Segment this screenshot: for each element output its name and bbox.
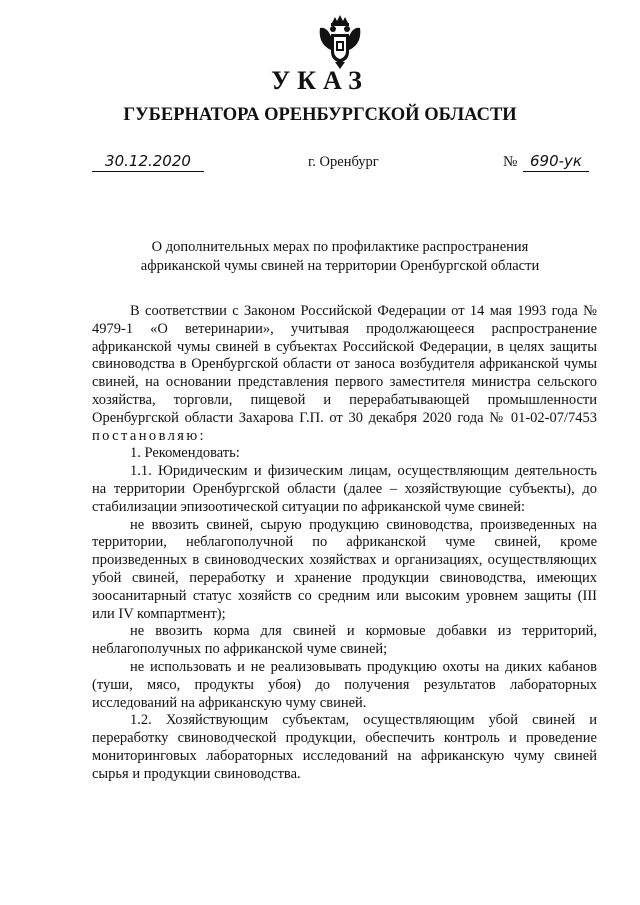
coat-of-arms-icon [318, 14, 362, 70]
clause-1-1-item-c: не использовать и не реализовывать продукцию охоты на диких кабанов (туши, мясо, продукты убоя) до получения результатов лабораторных исследований на африканскую чуму свиней. [92, 658, 597, 711]
issuer-title: ГУБЕРНАТОРА ОРЕНБУРГСКОЙ ОБЛАСТИ [123, 105, 517, 125]
decree-word: постановляю: [92, 427, 206, 444]
document-date: 30.12.2020 [92, 151, 204, 172]
clause-1-1-item-a: не ввозить свиней, сырую продукцию свиноводства, произведенных на территории, неблагополучной по африканской чуме свиней, кроме произведенных в свиноводческих хозяйствах и организациях, осуществляющих убой свиней, переработку и хранение продукции свиноводства, имеющих зоосанитарный статус хозяйств со средним или высоким уровнем защиты (III или IV компартмент); [92, 516, 597, 622]
document-body [92, 303, 597, 784]
document-subject [92, 238, 588, 276]
document-type: УКАЗ [271, 66, 369, 95]
number-sign: № [503, 154, 518, 170]
document-number [503, 151, 593, 173]
clause-1-2: 1.2. Хозяйствующим субъектам, осуществляющим убой свиней и переработку свиноводческой продукции, обеспечить контроль и проведение мониторинговых лабораторных исследований на африканскую чуму свиней сырья и продукции свиноводства. [92, 712, 597, 782]
number-value: 690-ук [523, 151, 589, 172]
subject-line-1: О дополнительных мерах по профилактике распространения [151, 239, 529, 255]
preamble-text: В соответствии с Законом Российской Федерации от 14 мая 1993 года № 4979-1 «О ветеринарии», учитывая продолжающееся распространение африканской чумы свиней в субъектах Российской Федерации, в целях защиты свиноводства в Оренбургской области от заноса возбудителя африканской чумы свиней, на основании представления первого заместителя министра сельского хозяйства, торговли, пищевой и перерабатывающей промышленности Оренбургской области Захарова Г.П. от 30 декабря 2020 года № 01-02-07/7453 [92, 303, 597, 426]
document-city: г. Оренбург [308, 154, 379, 170]
document-meta [0, 151, 640, 175]
subject-line-2: африканской чумы свиней на территории Оренбургской области [140, 258, 540, 274]
clause-1: 1. Рекомендовать: [130, 445, 240, 462]
preamble-paragraph [92, 303, 597, 445]
clause-1-1: 1.1. Юридическим и физическим лицам, осуществляющим деятельность на территории Оренбургской области (далее – хозяйствующие субъекты), до стабилизации эпизоотической ситуации по африканской чуме свиней: [92, 463, 597, 515]
clause-1-1-item-b: не ввозить корма для свиней и кормовые добавки из территорий, неблагополучных по африканской чуме свиней; [92, 623, 597, 658]
